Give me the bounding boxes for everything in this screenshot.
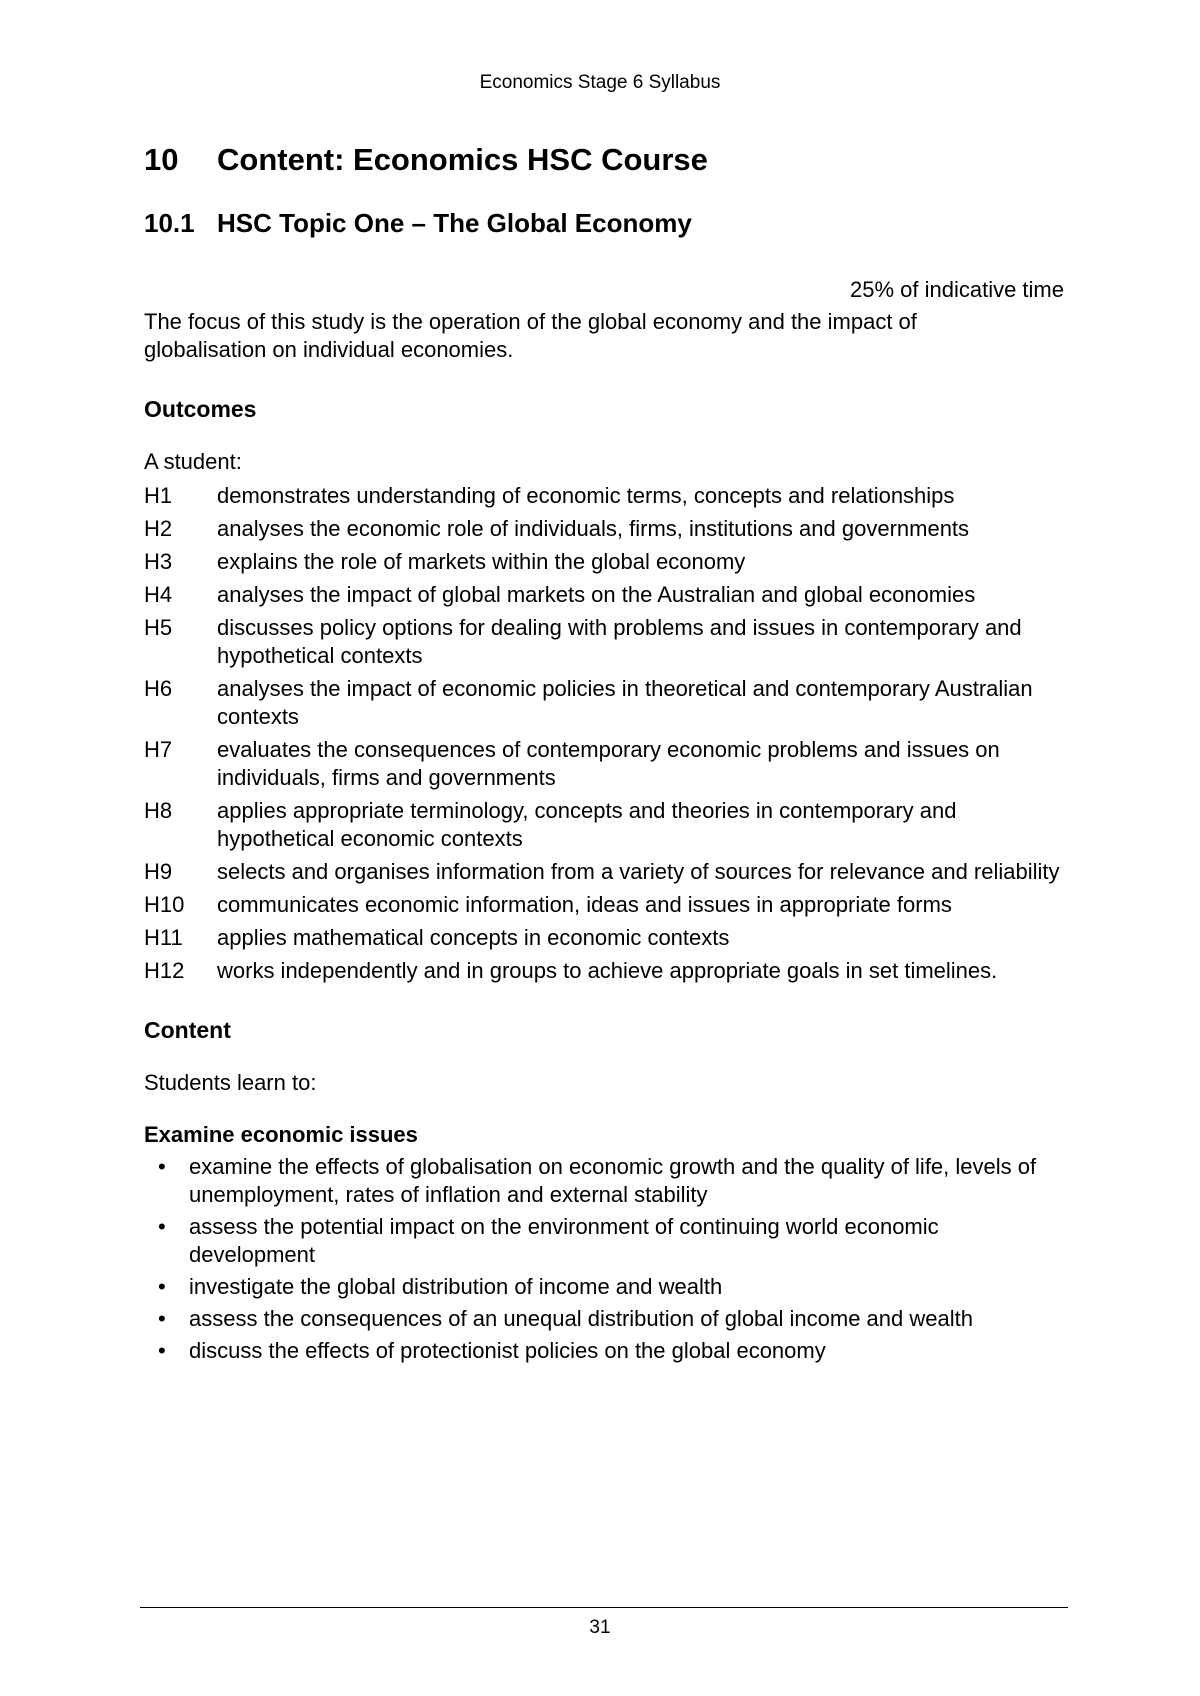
outcome-code: H11 <box>144 925 183 950</box>
topic-heading <box>144 206 1064 240</box>
list-item <box>144 1153 1064 1209</box>
outcomes-heading: Outcomes <box>144 396 257 422</box>
list-item <box>144 1305 1064 1333</box>
bullet-icon: • <box>158 1338 166 1363</box>
running-header: Economics Stage 6 Syllabus <box>479 72 721 93</box>
section-heading <box>144 140 1064 180</box>
outcome-code: H6 <box>144 676 173 701</box>
outcomes-list <box>144 482 1064 985</box>
outcome-code: H9 <box>144 859 173 884</box>
outcome-text: selects and organises information from a variety of sources for relevance and reliability <box>217 859 1060 884</box>
time-allocation: 25% of indicative time <box>850 277 1064 302</box>
outcome-text: analyses the economic role of individuals, firms, institutions and governments <box>217 516 970 541</box>
list-item-text: examine the effects of globalisation on economic growth and the quality of life, levels of unemployment, rates of inflation and external stability <box>189 1154 1037 1207</box>
bullet-icon: • <box>158 1274 166 1299</box>
topic-number: 10.1 <box>144 208 195 238</box>
outcome-text: discusses policy options for dealing with problems and issues in contemporary and hypothetical contexts <box>217 615 1022 668</box>
outcome-code: H12 <box>144 958 185 983</box>
bullet-icon: • <box>158 1306 166 1331</box>
content-heading: Content <box>144 1017 231 1043</box>
outcome-item-h11 <box>144 924 1064 952</box>
page-number: 31 <box>589 1617 611 1638</box>
outcome-item-h6 <box>144 675 1064 731</box>
outcome-text: communicates economic information, ideas and issues in appropriate forms <box>217 892 952 917</box>
outcome-text: applies appropriate terminology, concepts and theories in contemporary and hypothetical economic contexts <box>217 798 957 851</box>
outcome-code: H5 <box>144 615 173 640</box>
outcome-text: analyses the impact of economic policies in theoretical and contemporary Australian contexts <box>217 676 1033 729</box>
outcome-item-h2 <box>144 515 1064 543</box>
list-item-text: investigate the global distribution of income and wealth <box>189 1274 723 1299</box>
bullet-icon: • <box>158 1214 166 1239</box>
outcome-text: demonstrates understanding of economic terms, concepts and relationships <box>217 483 955 508</box>
bullet-icon: • <box>158 1154 166 1179</box>
outcome-code: H10 <box>144 892 185 917</box>
outcome-item-h5 <box>144 614 1064 670</box>
outcome-text: applies mathematical concepts in economic contexts <box>217 925 730 950</box>
outcome-text: works independently and in groups to achieve appropriate goals in set timelines. <box>217 958 998 983</box>
outcome-code: H8 <box>144 798 173 823</box>
outcome-code: H3 <box>144 549 173 574</box>
content-lead: Students learn to: <box>144 1070 317 1095</box>
outcome-item-h4 <box>144 581 1064 609</box>
page-body <box>144 140 1064 1369</box>
focus-paragraph: The focus of this study is the operation of the global economy and the impact of globalisation on individual economies. <box>144 309 917 362</box>
list-item-text: discuss the effects of protectionist policies on the global economy <box>189 1338 826 1363</box>
section-number: 10 <box>144 142 179 177</box>
list-item <box>144 1273 1064 1301</box>
outcome-item-h10 <box>144 891 1064 919</box>
outcome-item-h8 <box>144 797 1064 853</box>
outcome-code: H7 <box>144 737 173 762</box>
list-item <box>144 1213 1064 1269</box>
list-item <box>144 1337 1064 1365</box>
section-title: Content: Economics HSC Course <box>217 142 708 177</box>
topic-title: HSC Topic One – The Global Economy <box>217 208 692 238</box>
outcome-item-h7 <box>144 736 1064 792</box>
content-subheading: Examine economic issues <box>144 1122 418 1147</box>
outcome-text: analyses the impact of global markets on the Australian and global economies <box>217 582 976 607</box>
outcome-code: H1 <box>144 483 173 508</box>
content-bullet-list <box>144 1153 1064 1365</box>
outcomes-lead: A student: <box>144 449 242 474</box>
list-item-text: assess the potential impact on the environment of continuing world economic development <box>189 1214 939 1267</box>
outcome-code: H4 <box>144 582 173 607</box>
outcome-text: explains the role of markets within the global economy <box>217 549 746 574</box>
outcome-code: H2 <box>144 516 173 541</box>
outcome-item-h1 <box>144 482 1064 510</box>
outcome-text: evaluates the consequences of contemporary economic problems and issues on individuals, firms and governments <box>217 737 1000 790</box>
outcome-item-h3 <box>144 548 1064 576</box>
footer-divider <box>140 1607 1068 1608</box>
outcome-item-h12 <box>144 957 1064 985</box>
list-item-text: assess the consequences of an unequal distribution of global income and wealth <box>189 1306 973 1331</box>
outcome-item-h9 <box>144 858 1064 886</box>
